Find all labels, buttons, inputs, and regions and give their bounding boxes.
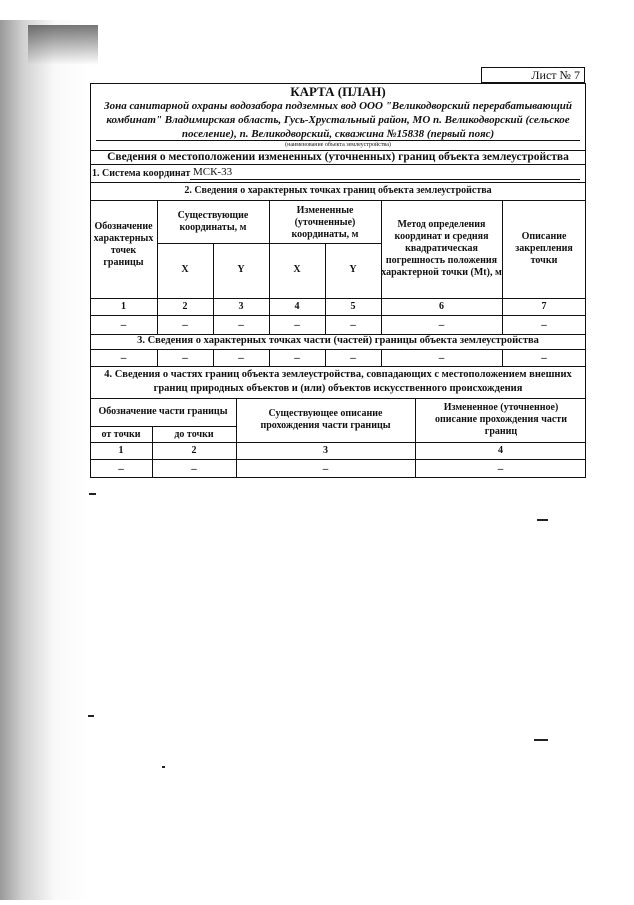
divider [90,164,586,165]
col-number: 5 [350,301,356,312]
col-header-part-designation: Обозначение части границы [98,406,228,417]
divider [90,182,586,183]
col-header-description: Описание закрепления точки [515,231,573,266]
sheet-number: Лист № 7 [481,67,585,83]
col-number: 4 [498,445,503,456]
col-number: 3 [323,445,328,456]
divider [90,200,586,201]
table-cell: – [182,351,188,364]
scan-speck [89,493,96,495]
col-header-changed: Измененные (уточненные) координаты, м [291,205,359,240]
col-number: 6 [439,301,444,312]
scan-speck [162,766,165,768]
object-name-caption: (наименование объекта землеустройства) [285,142,391,148]
coord-system-label: 1. Система координат [92,168,191,179]
col-header-from-point: от точки [101,428,141,440]
page-title: КАРТА (ПЛАН) [290,84,386,99]
col-header-to-point: до точки [174,428,214,440]
col-number: 7 [541,301,547,312]
col-number: 4 [294,301,300,312]
table-cell: – [350,351,356,364]
divider [90,398,586,399]
table-cell: – [438,351,445,364]
divider [90,366,586,367]
table-cell: – [541,351,547,364]
table-cell: – [238,319,244,331]
section2-heading: 2. Сведения о характерных точках границ объекта землеустройства [184,185,492,196]
col-number: 1 [118,445,124,456]
scan-speck [534,739,548,741]
coord-system-value: МСК-33 [193,166,233,178]
scan-shadow-corner [28,25,98,65]
scan-shadow-edge [0,20,90,900]
col-header-x: X [293,264,301,275]
table-cell: – [182,319,188,331]
col-header-designation: Обозначение характерных точек границы [93,221,154,268]
col-number: 2 [182,301,188,312]
col-number: 2 [191,445,197,456]
section4-heading: 4. Сведения о частях границ объекта землеустройства, совпадающих с местоположением внешних границ природных объектов и (или) объектов искусственного происхождения [104,369,572,394]
table-cell: – [322,463,329,475]
coord-system-underline [190,179,580,180]
col-header-existing-description: Существующее описание прохождения части границы [260,408,391,431]
table-cell: – [350,319,356,331]
object-name: Зона санитарной охраны водозабора подземных вод ООО "Великодворский перерабатывающий комбинат" Владимирская область, Гусь-Хрустальный район, МО п. Великодворский (сельское поселение), п. Великодворский, скважина №15838 (первый пояс) [104,100,572,140]
table-cell: – [118,463,124,475]
table-cell: – [120,319,127,331]
col-header-y: Y [349,264,357,275]
section3-heading: 3. Сведения о характерных точках части (частей) границы объекта землеустройства [137,335,539,346]
table-cell: – [497,463,504,475]
table-cell: – [120,351,127,364]
col-header-existing: Существующие координаты, м [177,210,249,233]
col-header-y: Y [237,264,245,275]
col-header-changed-description: Измененное (уточненное) описание прохождения части границ [435,402,567,437]
table-cell: – [541,319,547,331]
col-number: 1 [121,301,126,312]
table-cell: – [191,463,197,475]
table-cell: – [438,319,445,331]
col-header-method: Метод определения координат и средняя квадратическая погрешность положения характерной точки (Mt), м [381,219,502,278]
col-number: 3 [238,301,244,312]
table-cell: – [294,319,300,331]
table-cell: – [238,351,244,364]
scan-speck [537,519,548,521]
section-main-heading: Сведения о местоположении измененных (уточненных) границ объекта землеустройства [107,151,569,163]
col-header-x: X [181,264,189,275]
scan-speck [88,715,94,717]
table-cell: – [294,351,300,364]
